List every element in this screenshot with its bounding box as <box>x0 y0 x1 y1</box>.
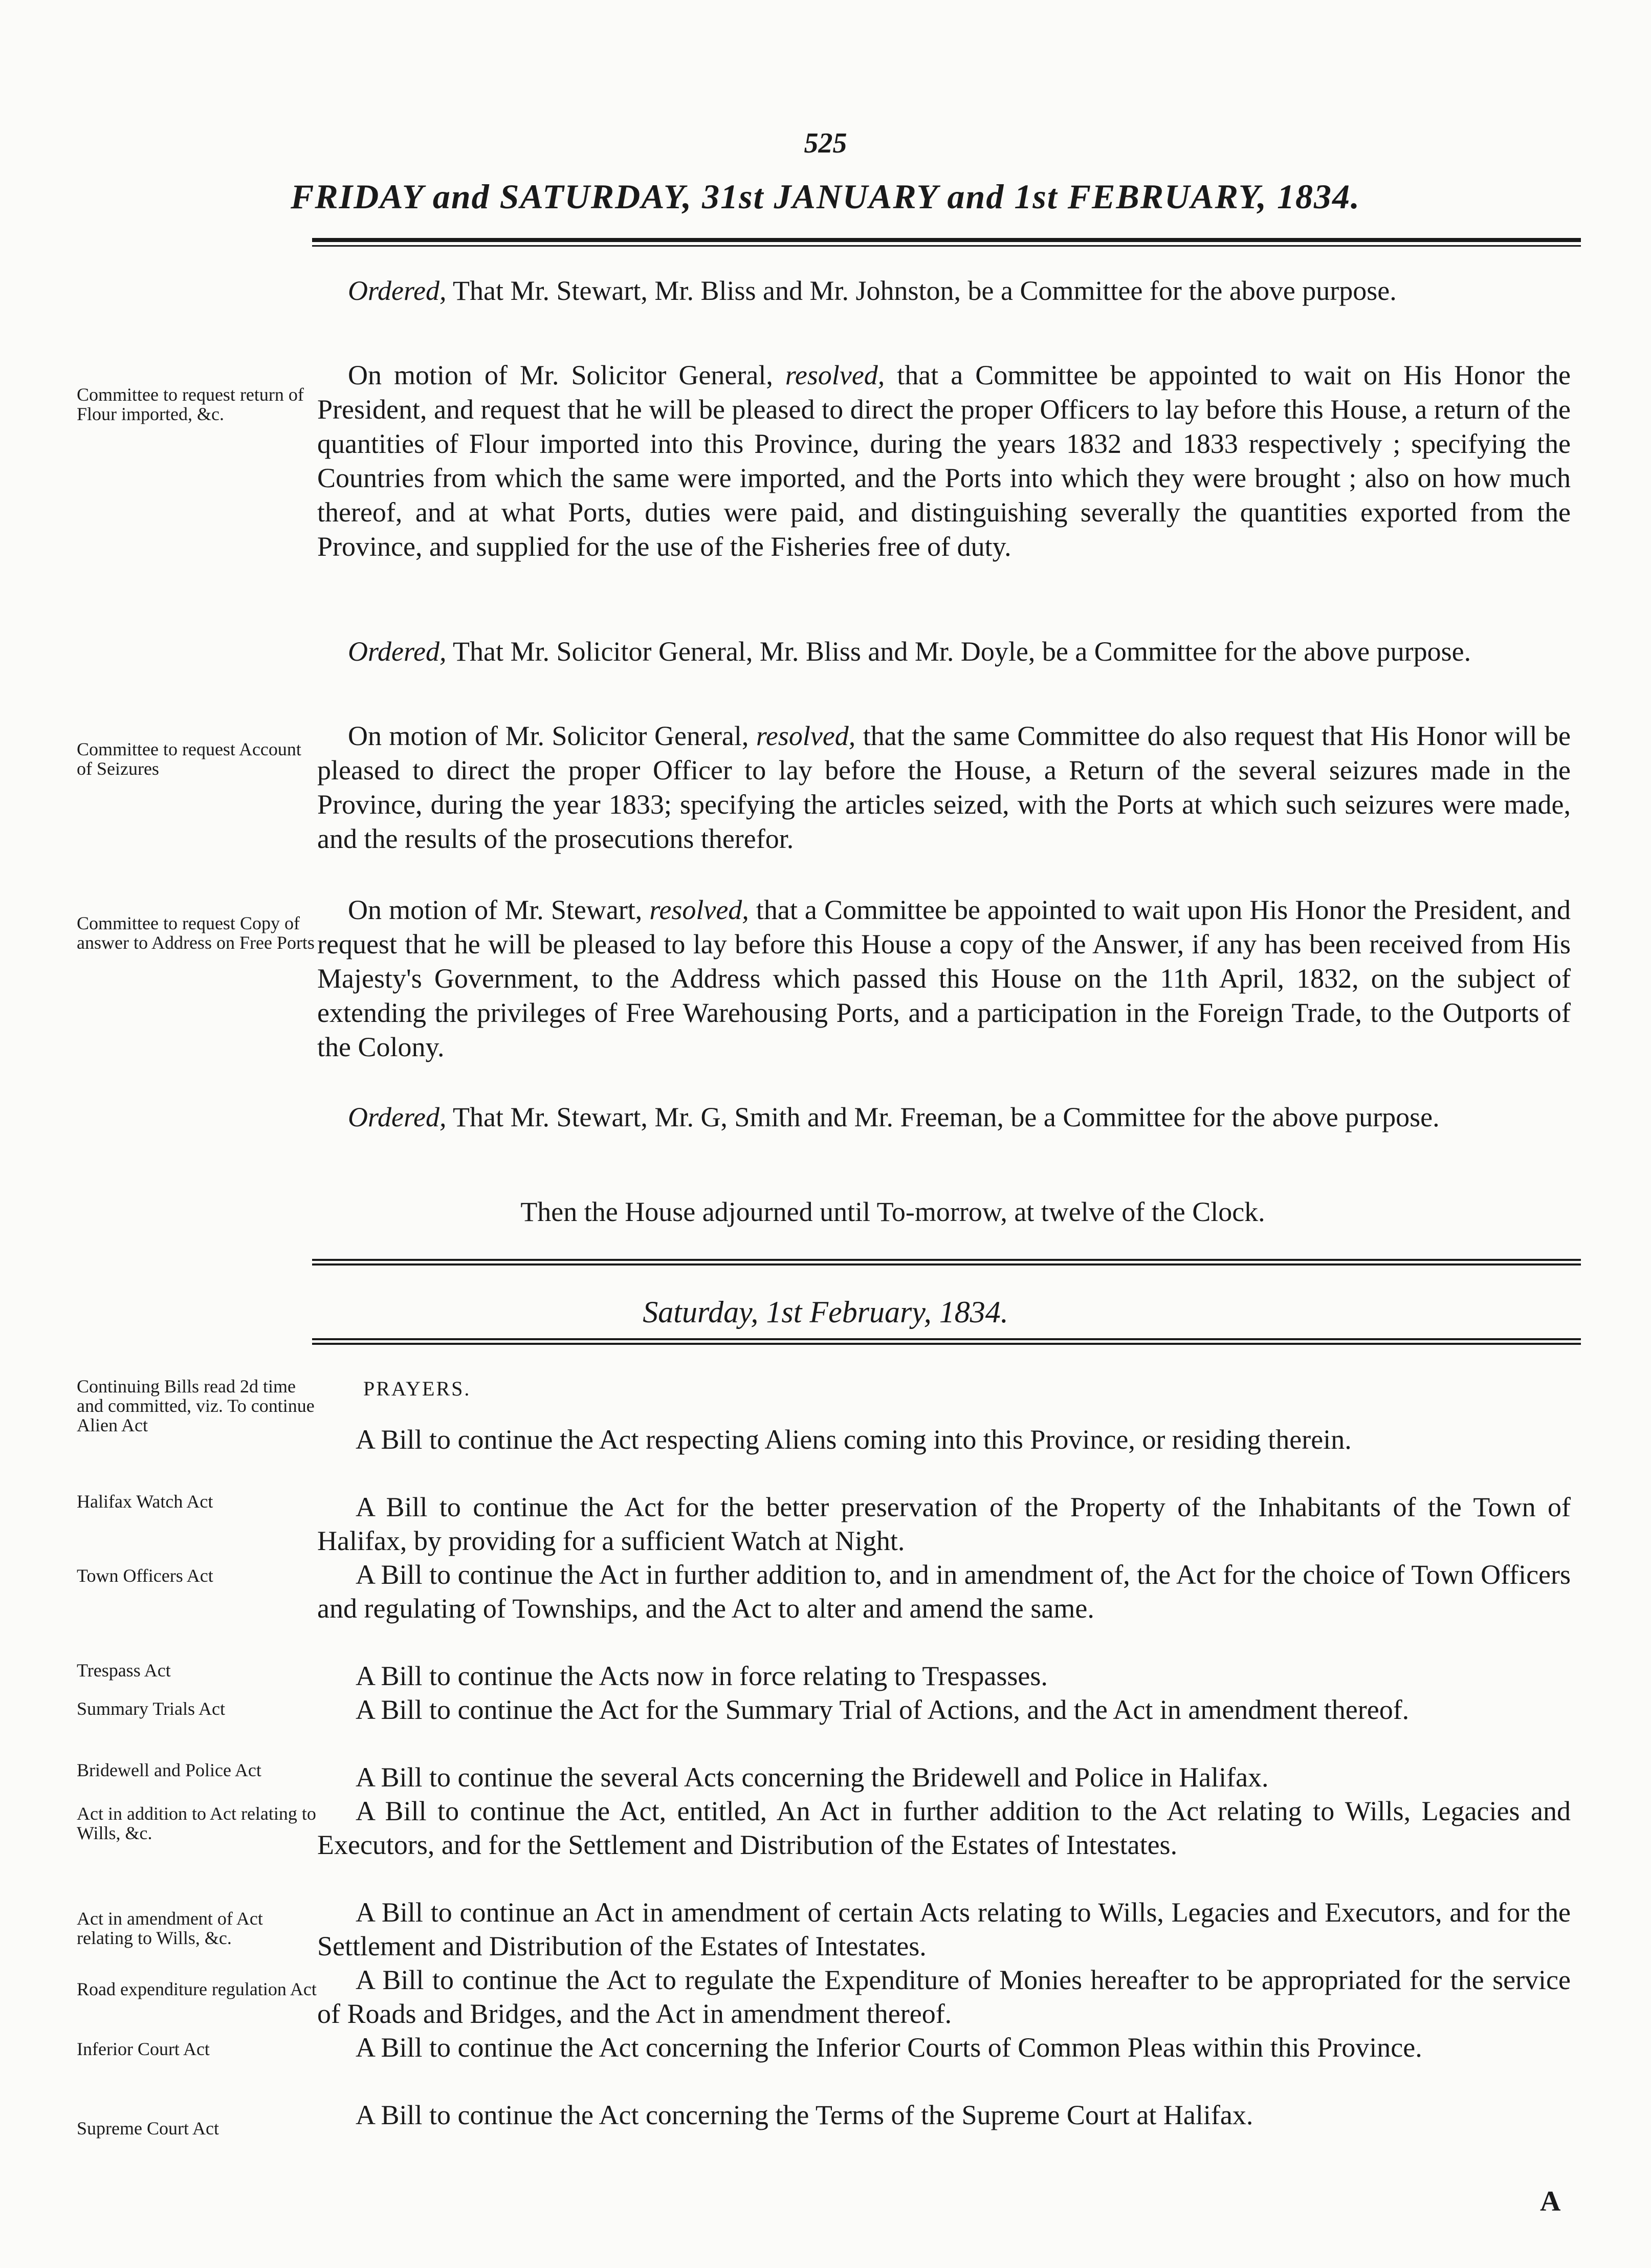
margin-note-town-officers: Town Officers Act <box>77 1565 213 1586</box>
margin-note-inferior-court: Inferior Court Act <box>77 2039 210 2059</box>
bill-supreme-court: A Bill to continue the Act concerning the Terms of the Supreme Court at Halifax. <box>356 2100 1253 2130</box>
page-number: 525 <box>804 127 847 159</box>
header-rule <box>312 238 1581 247</box>
entry-resolved: resolved, <box>649 895 749 925</box>
page-header: FRIDAY and SATURDAY, 31st JANUARY and 1st FEBRUARY, 1834. <box>290 177 1361 216</box>
margin-note-summary-trials: Summary Trials Act <box>77 1698 226 1719</box>
margin-note-bridewell: Bridewell and Police Act <box>77 1760 261 1780</box>
section-rule-top <box>312 1259 1581 1266</box>
section-rule-bottom <box>312 1338 1581 1345</box>
bill-wills-addition: A Bill to continue the Act, entitled, An Act in further addition to the Act relating to Wills, Legacies and Executors, and for the Settlement and Distribution of the Estates of Intestates. <box>317 1796 1571 1860</box>
entry-text: that the same Committee do also request that His Honor will be pleased to direct the proper Officer to lay before the House, a Return of the several seizures made in the Province, during the year 1833; specifying the articles seized, with the Ports at which such seizures were made, and the results of the prosecutions therefor. <box>317 721 1571 854</box>
entry-seizures-motion <box>317 719 1571 856</box>
margin-note-road-expenditure: Road expenditure regulation Act <box>77 1979 317 1999</box>
entry-text: That Mr. Stewart, Mr. G, Smith and Mr. Freeman, be a Committee for the above purpose. <box>446 1102 1440 1132</box>
entry-text: Then the House adjourned until To-morrow, at twelve of the Clock. <box>520 1196 1265 1227</box>
entry-text: that a Committee be appointed to wait upon His Honor the President, and request that he will be pleased to lay before this House a copy of the Answer, if any has been received from His Majesty's Government, to the Address which passed this House on the 11th April, 1832, on the subject of extending the privileges of Free Warehousing Ports, and a participation in the Foreign Trade, to the Outports of the Colony. <box>317 895 1571 1062</box>
entry-text: That Mr. Solicitor General, Mr. Bliss and Mr. Doyle, be a Committee for the above purpose. <box>446 636 1471 667</box>
entry-ordered-3 <box>317 1100 1571 1135</box>
margin-note-wills-amendment: Act in amendment of Act relating to Wills, &c. <box>77 1908 263 1948</box>
margin-note-continuing-bills: Continuing Bills read 2d time and committed, viz. To continue Alien Act <box>77 1376 315 1435</box>
margin-note-halifax-watch: Halifax Watch Act <box>77 1491 213 1512</box>
bill-aliens: A Bill to continue the Act respecting Aliens coming into this Province, or residing therein. <box>356 1424 1352 1455</box>
bill-trespasses: A Bill to continue the Acts now in force relating to Trespasses. <box>356 1661 1048 1691</box>
entry-lead: On motion of Mr. Solicitor General, <box>348 721 756 751</box>
entry-resolved: resolved, <box>785 360 885 390</box>
bill-wills-amendment: A Bill to continue an Act in amendment of certain Acts relating to Wills, Legacies and Executors, and for the Settlement and Distribution of the Estates of Intestates. <box>317 1897 1571 1961</box>
bill-bridewell: A Bill to continue the several Acts concerning the Bridewell and Police in Halifax. <box>356 1762 1269 1793</box>
entry-lead: On motion of Mr. Solicitor General, <box>348 360 785 390</box>
bill-inferior-courts: A Bill to continue the Act concerning the Inferior Courts of Common Pleas within this Province. <box>356 2032 1422 2063</box>
entry-text: that a Committee be appointed to wait on His Honor the President, and request that he will be pleased to direct the proper Officers to lay before this House, a return of the quantities of Flour imported into this Province, during the years 1832 and 1833 respectively ; specifying the Countries from which the same were imported, and the Ports into which they were brought ; also on how much thereof, and at what Ports, duties were paid, and distinguishing severally the quantities exported from the Province, and supplied for the use of the Fisheries free of duty. <box>317 360 1571 562</box>
bill-road-expenditure: A Bill to continue the Act to regulate the Expenditure of Monies hereafter to be appropriated for the service of Roads and Bridges, and the Act in amendment thereof. <box>317 1965 1571 2029</box>
entry-free-ports-motion <box>317 893 1571 1064</box>
margin-note-wills-addition: Act in addition to Act relating to Wills, &c. <box>77 1803 316 1843</box>
entry-lead: Ordered, <box>348 636 447 667</box>
catchword: A <box>1540 2186 1561 2217</box>
bill-summary-trials: A Bill to continue the Act for the Summary Trial of Actions, and the Act in amendment thereof. <box>356 1694 1410 1725</box>
entry-flour-motion <box>317 358 1571 564</box>
entry-lead: On motion of Mr. Stewart, <box>348 895 650 925</box>
margin-note-flour: Committee to request return of Flour imported, &c. <box>77 384 304 424</box>
bill-halifax-watch: A Bill to continue the Act for the better preservation of the Property of the Inhabitants of the Town of Halifax, by providing for a sufficient Watch at Night. <box>317 1492 1571 1556</box>
margin-note-trespass: Trespass Act <box>77 1660 171 1681</box>
entry-lead: Ordered, <box>348 275 447 306</box>
entry-ordered-1 <box>317 274 1571 308</box>
bill-town-officers: A Bill to continue the Act in further addition to, and in amendment of, the Act for the choice of Town Officers and regulating of Townships, and the Act to alter and amend the same. <box>317 1559 1571 1624</box>
entry-adjourned <box>317 1195 1571 1229</box>
margin-note-supreme-court: Supreme Court Act <box>77 2118 219 2139</box>
saturday-heading: Saturday, 1st February, 1834. <box>643 1295 1008 1329</box>
margin-note-seizures: Committee to request Account of Seizures <box>77 739 301 779</box>
entry-resolved: resolved, <box>756 721 856 751</box>
entry-ordered-2 <box>317 635 1571 669</box>
entry-lead: Ordered, <box>348 1102 447 1132</box>
entry-text: That Mr. Stewart, Mr. Bliss and Mr. Johnston, be a Committee for the above purpose. <box>446 275 1397 306</box>
prayers-label: PRAYERS. <box>363 1377 471 1400</box>
margin-note-free-ports: Committee to request Copy of answer to Address on Free Ports <box>77 913 315 953</box>
